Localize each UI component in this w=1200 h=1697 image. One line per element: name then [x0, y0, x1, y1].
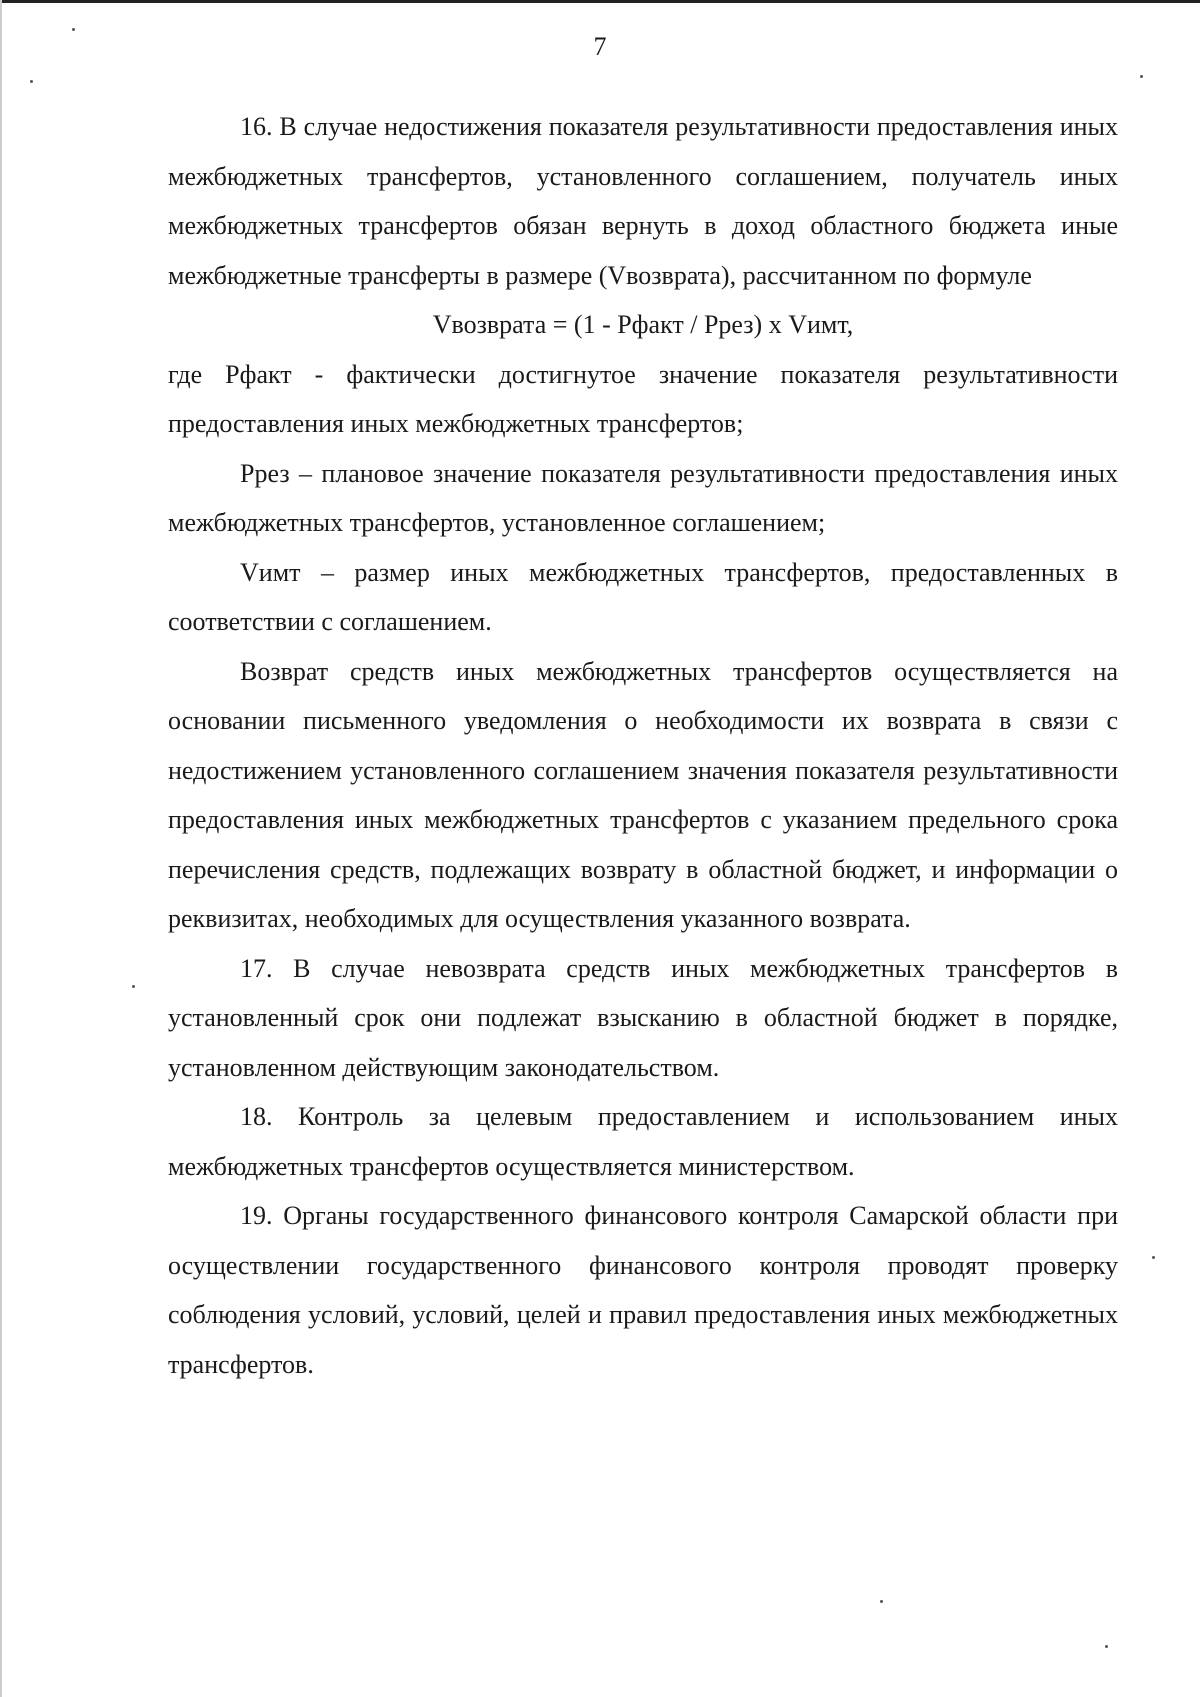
scan-left-border	[0, 0, 2, 1697]
paragraph-19: 19. Органы государственного финансового контроля Самарской области при осуществлении государственного финансового контроля проводят проверку соблюдения условий, условий, целей и правил предоставления иных межбюджетных трансфертов.	[168, 1201, 1118, 1379]
scan-speck	[1105, 1645, 1108, 1648]
paragraph-16: 16. В случае недостижения показателя результативности предоставления иных межбюджетных трансфертов, установленного соглашением, получатель иных межбюджетных трансфертов обязан вернуть в доход областного бюджета иные межбюджетные трансферты в размере (Vвозврата), рассчитанном по формуле	[168, 112, 1118, 290]
scan-speck	[30, 80, 33, 83]
scan-speck	[72, 28, 75, 31]
paragraph-17: 17. В случае невозврата средств иных межбюджетных трансфертов в установленный срок они подлежат взысканию в областной бюджет в порядке, установленном действующим законодательством.	[168, 953, 1118, 1082]
paragraph-rfakt-definition: где Рфакт - фактически достигнутое значение показателя результативности предоставления иных межбюджетных трансфертов;	[168, 359, 1118, 438]
paragraph-return-procedure: Возврат средств иных межбюджетных трансфертов осуществляется на основании письменного уведомления о необходимости их возврата в связи с недостижением установленного соглашением значения показателя результативности предоставления иных межбюджетных трансфертов с указанием предельного срока перечисления средств, подлежащих возврату в областной бюджет, и информации о реквизитах, необходимых для осуществления указанного возврата.	[168, 656, 1118, 933]
return-formula: Vвозврата = (1 - Рфакт / Ррез) х Vимт,	[432, 310, 854, 339]
paragraph-rrez-definition: Ррез – плановое значение показателя результативности предоставления иных межбюджетных трансфертов, установленное соглашением;	[168, 458, 1118, 537]
scan-top-border	[0, 0, 1200, 3]
paragraph-vimt-definition: Vимт – размер иных межбюджетных трансфертов, предоставленных в соответствии с соглашением.	[168, 557, 1118, 636]
paragraph-18: 18. Контроль за целевым предоставлением и использованием иных межбюджетных трансфертов осуществляется министерством.	[168, 1102, 1118, 1181]
scan-speck	[132, 985, 135, 988]
page-number: 7	[593, 32, 607, 61]
scan-speck	[1152, 1256, 1155, 1259]
document-body	[168, 102, 1118, 1389]
scan-speck	[880, 1600, 883, 1603]
scan-speck	[1140, 75, 1143, 78]
